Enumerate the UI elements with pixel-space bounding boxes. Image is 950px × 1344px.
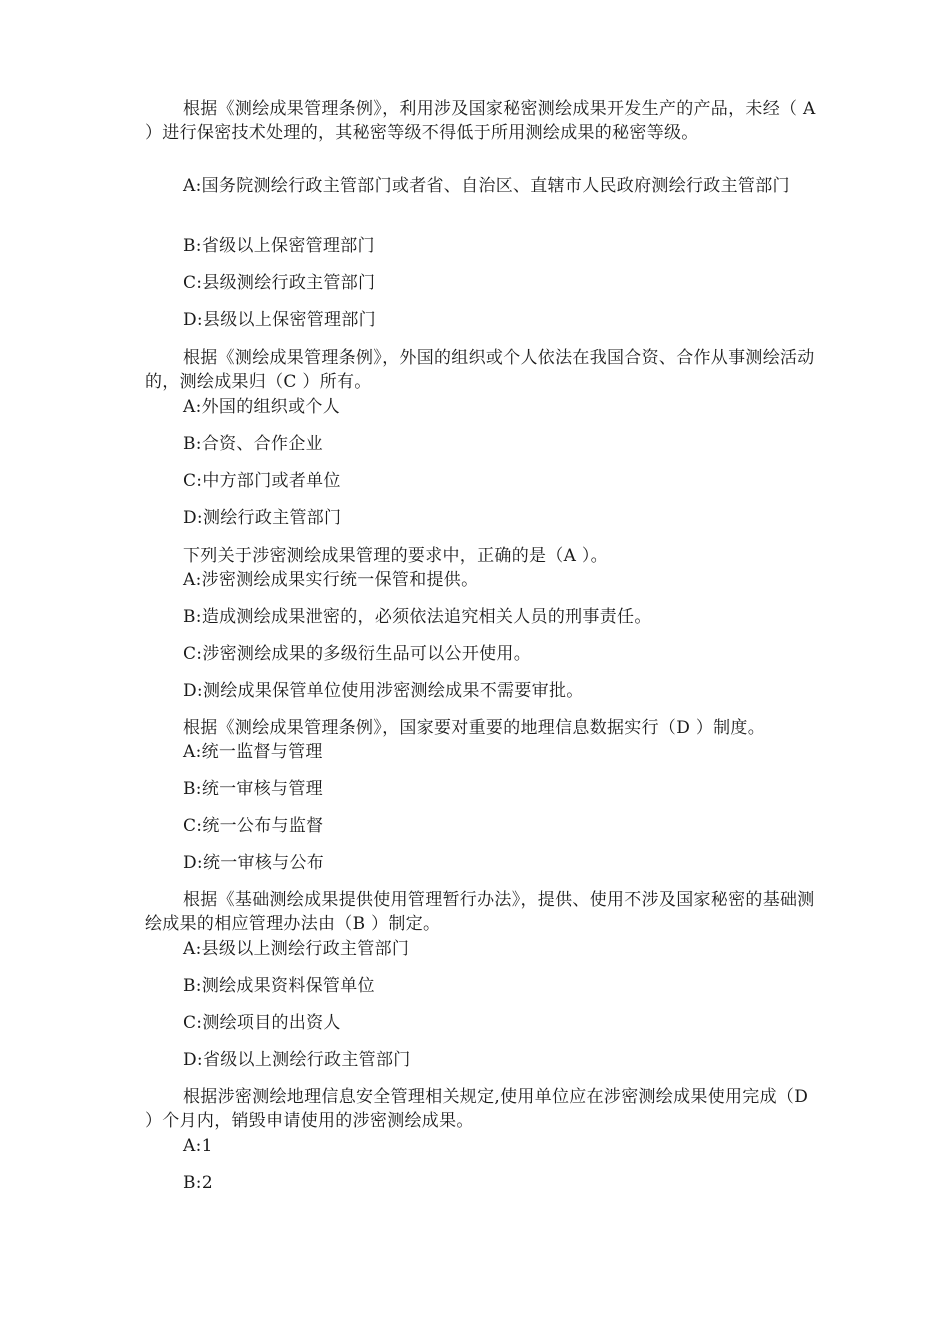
option-c: C:测绘项目的出资人 [183,1013,341,1033]
option-d: D:测绘行政主管部门 [183,508,342,528]
option-d: D:统一审核与公布 [183,853,325,873]
option-d: D:测绘成果保管单位使用涉密测绘成果不需要审批。 [183,681,584,701]
option-c: C:中方部门或者单位 [183,471,341,491]
option-b: B:统一审核与管理 [183,779,323,799]
option-b: B:省级以上保密管理部门 [183,236,375,256]
option-a: A:涉密测绘成果实行统一保管和提供。 [183,570,479,590]
option-d: D:县级以上保密管理部门 [183,310,376,330]
question-stem: 根据《测绘成果管理条例》，利用涉及国家秘密测绘成果开发生产的产品，未经（ A ）进行保密技术处理的，其秘密等级不得低于所用测绘成果的秘密等级。 [145,99,816,143]
option-c: C:统一公布与监督 [183,816,324,836]
question-stem: 下列关于涉密测绘成果管理的要求中，正确的是（A ）。 [183,546,608,566]
option-a: A:1 [183,1136,213,1156]
option-b: B:测绘成果资料保管单位 [183,976,375,996]
question-stem: 根据《测绘成果管理条例》，国家要对重要的地理信息数据实行（D ）制度。 [183,718,766,738]
option-c: C:涉密测绘成果的多级衍生品可以公开使用。 [183,644,532,664]
option-b: B:2 [183,1173,213,1193]
question-stem: 根据涉密测绘地理信息安全管理相关规定,使用单位应在涉密测绘成果使用完成（D ）个月内，销毁申请使用的涉密测绘成果。 [145,1087,809,1131]
option-a: A:外国的组织或个人 [183,397,341,417]
option-a: A:县级以上测绘行政主管部门 [183,939,410,959]
option-b: B:造成测绘成果泄密的，必须依法追究相关人员的刑事责任。 [183,607,652,627]
option-c: C:县级测绘行政主管部门 [183,273,376,293]
option-a: A:统一监督与管理 [183,742,323,762]
question-stem: 根据《测绘成果管理条例》，外国的组织或个人依法在我国合资、合作从事测绘活动的，测绘成果归（C ）所有。 [145,348,815,392]
question-stem: 根据《基础测绘成果提供使用管理暂行办法》，提供、使用不涉及国家秘密的基础测绘成果的相应管理办法由（B ）制定。 [145,890,815,934]
option-b: B:合资、合作企业 [183,434,323,454]
option-a: A:国务院测绘行政主管部门或者省、自治区、直辖市人民政府测绘行政主管部门 [183,176,790,196]
option-d: D:省级以上测绘行政主管部门 [183,1050,411,1070]
